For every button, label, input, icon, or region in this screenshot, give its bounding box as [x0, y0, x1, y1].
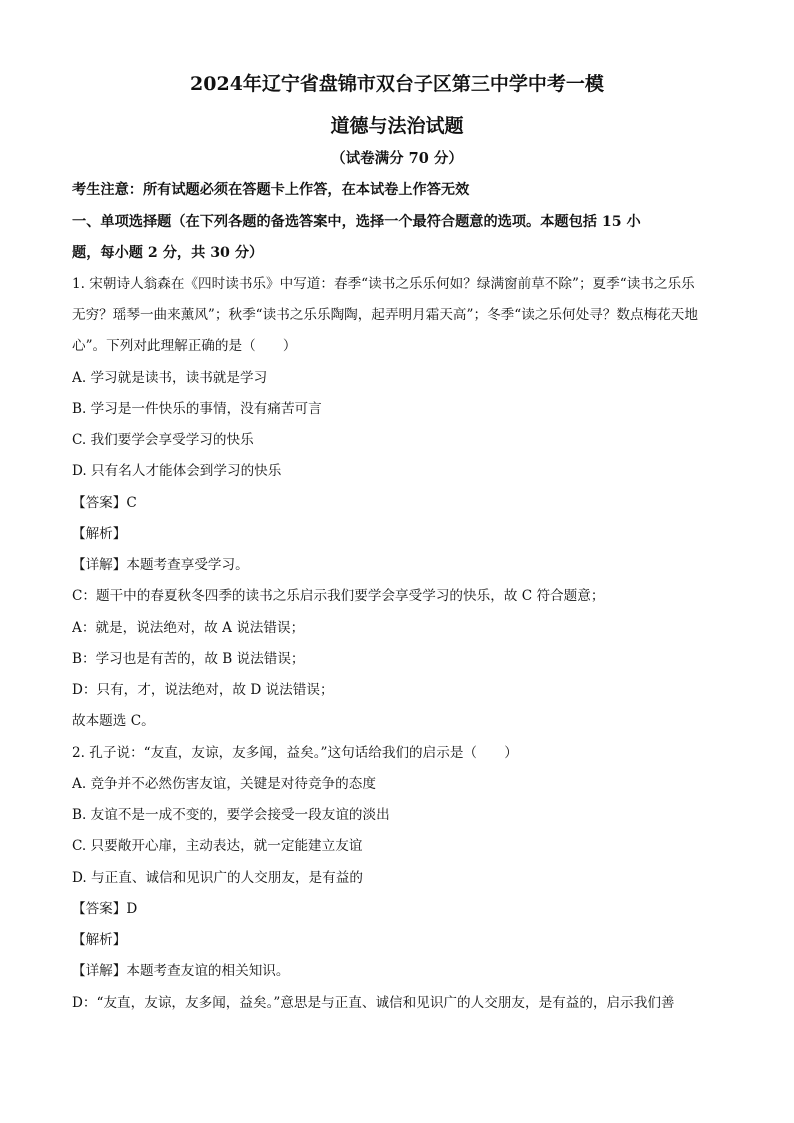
- score-note: （试卷满分 70 分）: [331, 150, 463, 167]
- exam-title: 2024年辽宁省盘锦市双台子区第三中学中考一模: [190, 73, 604, 95]
- q2-stem: 2. 孔子说：“友直，友谅，友多闻，益矣。”这句话给我们的启示是（ ）: [72, 745, 518, 761]
- q1-explanation-b: B：学习也是有苦的，故 B 说法错误；: [72, 651, 305, 667]
- q2-option-b: B. 友谊不是一成不变的，要学会接受一段友谊的淡出: [72, 807, 390, 823]
- q2-answer: 【答案】D: [72, 901, 138, 917]
- q2-analysis-label: 【解析】: [72, 932, 127, 948]
- q2-explanation-d: D：“友直，友谅，友多闻，益矣。”意思是与正直、诚信和见识广的人交朋友，是有益的，启示我们善: [72, 995, 675, 1011]
- q1-option-c: C. 我们要学会享受学习的快乐: [72, 432, 254, 448]
- exam-subject: 道德与法治试题: [330, 115, 464, 137]
- section-heading-line2: 题，每小题 2 分，共 30 分）: [72, 245, 264, 261]
- q1-explanation-c: C：题干中的春夏秋冬四季的读书之乐启示我们要学会享受学习的快乐，故 C 符合题意；: [72, 588, 605, 604]
- q1-stem-line2: 无穷？瑶琴一曲来薰风”；秋季“读书之乐乐陶陶，起弄明月霜天高”；冬季“读之乐何处寻？数点梅花天地: [72, 307, 698, 323]
- q1-explanation-a: A：就是，说法绝对，故 A 说法错误；: [72, 620, 305, 636]
- q1-explanation-d: D：只有，才，说法绝对，故 D 说法错误；: [72, 682, 334, 698]
- q1-conclusion: 故本题选 C。: [72, 713, 155, 729]
- q1-detail: 【详解】本题考查享受学习。: [72, 557, 249, 573]
- q1-option-d: D. 只有名人才能体会到学习的快乐: [72, 463, 282, 479]
- q1-stem-line1: 1. 宋朝诗人翁森在《四时读书乐》中写道：春季“读书之乐乐何如？绿满窗前草不除”；夏季“读书之乐乐: [72, 276, 695, 292]
- q1-answer: 【答案】C: [72, 495, 137, 511]
- q2-option-c: C. 只要敞开心扉，主动表达，就一定能建立友谊: [72, 838, 363, 854]
- q2-option-d: D. 与正直、诚信和见识广的人交朋友，是有益的: [72, 870, 363, 886]
- q2-detail: 【详解】本题考查友谊的相关知识。: [72, 963, 290, 979]
- exam-notice: 考生注意：所有试题必须在答题卡上作答，在本试卷上作答无效: [72, 182, 470, 198]
- q1-stem-line3: 心”。下列对此理解正确的是（ ）: [72, 338, 297, 354]
- q1-option-b: B. 学习是一件快乐的事情，没有痛苦可言: [72, 401, 322, 417]
- q2-option-a: A. 竞争并不必然伤害友谊，关键是对待竞争的态度: [72, 776, 376, 792]
- section-heading-line1: 一、单项选择题（在下列各题的备选答案中，选择一个最符合题意的选项。本题包括 15 小: [72, 214, 641, 230]
- q1-analysis-label: 【解析】: [72, 526, 127, 542]
- q1-option-a: A. 学习就是读书，读书就是学习: [72, 370, 268, 386]
